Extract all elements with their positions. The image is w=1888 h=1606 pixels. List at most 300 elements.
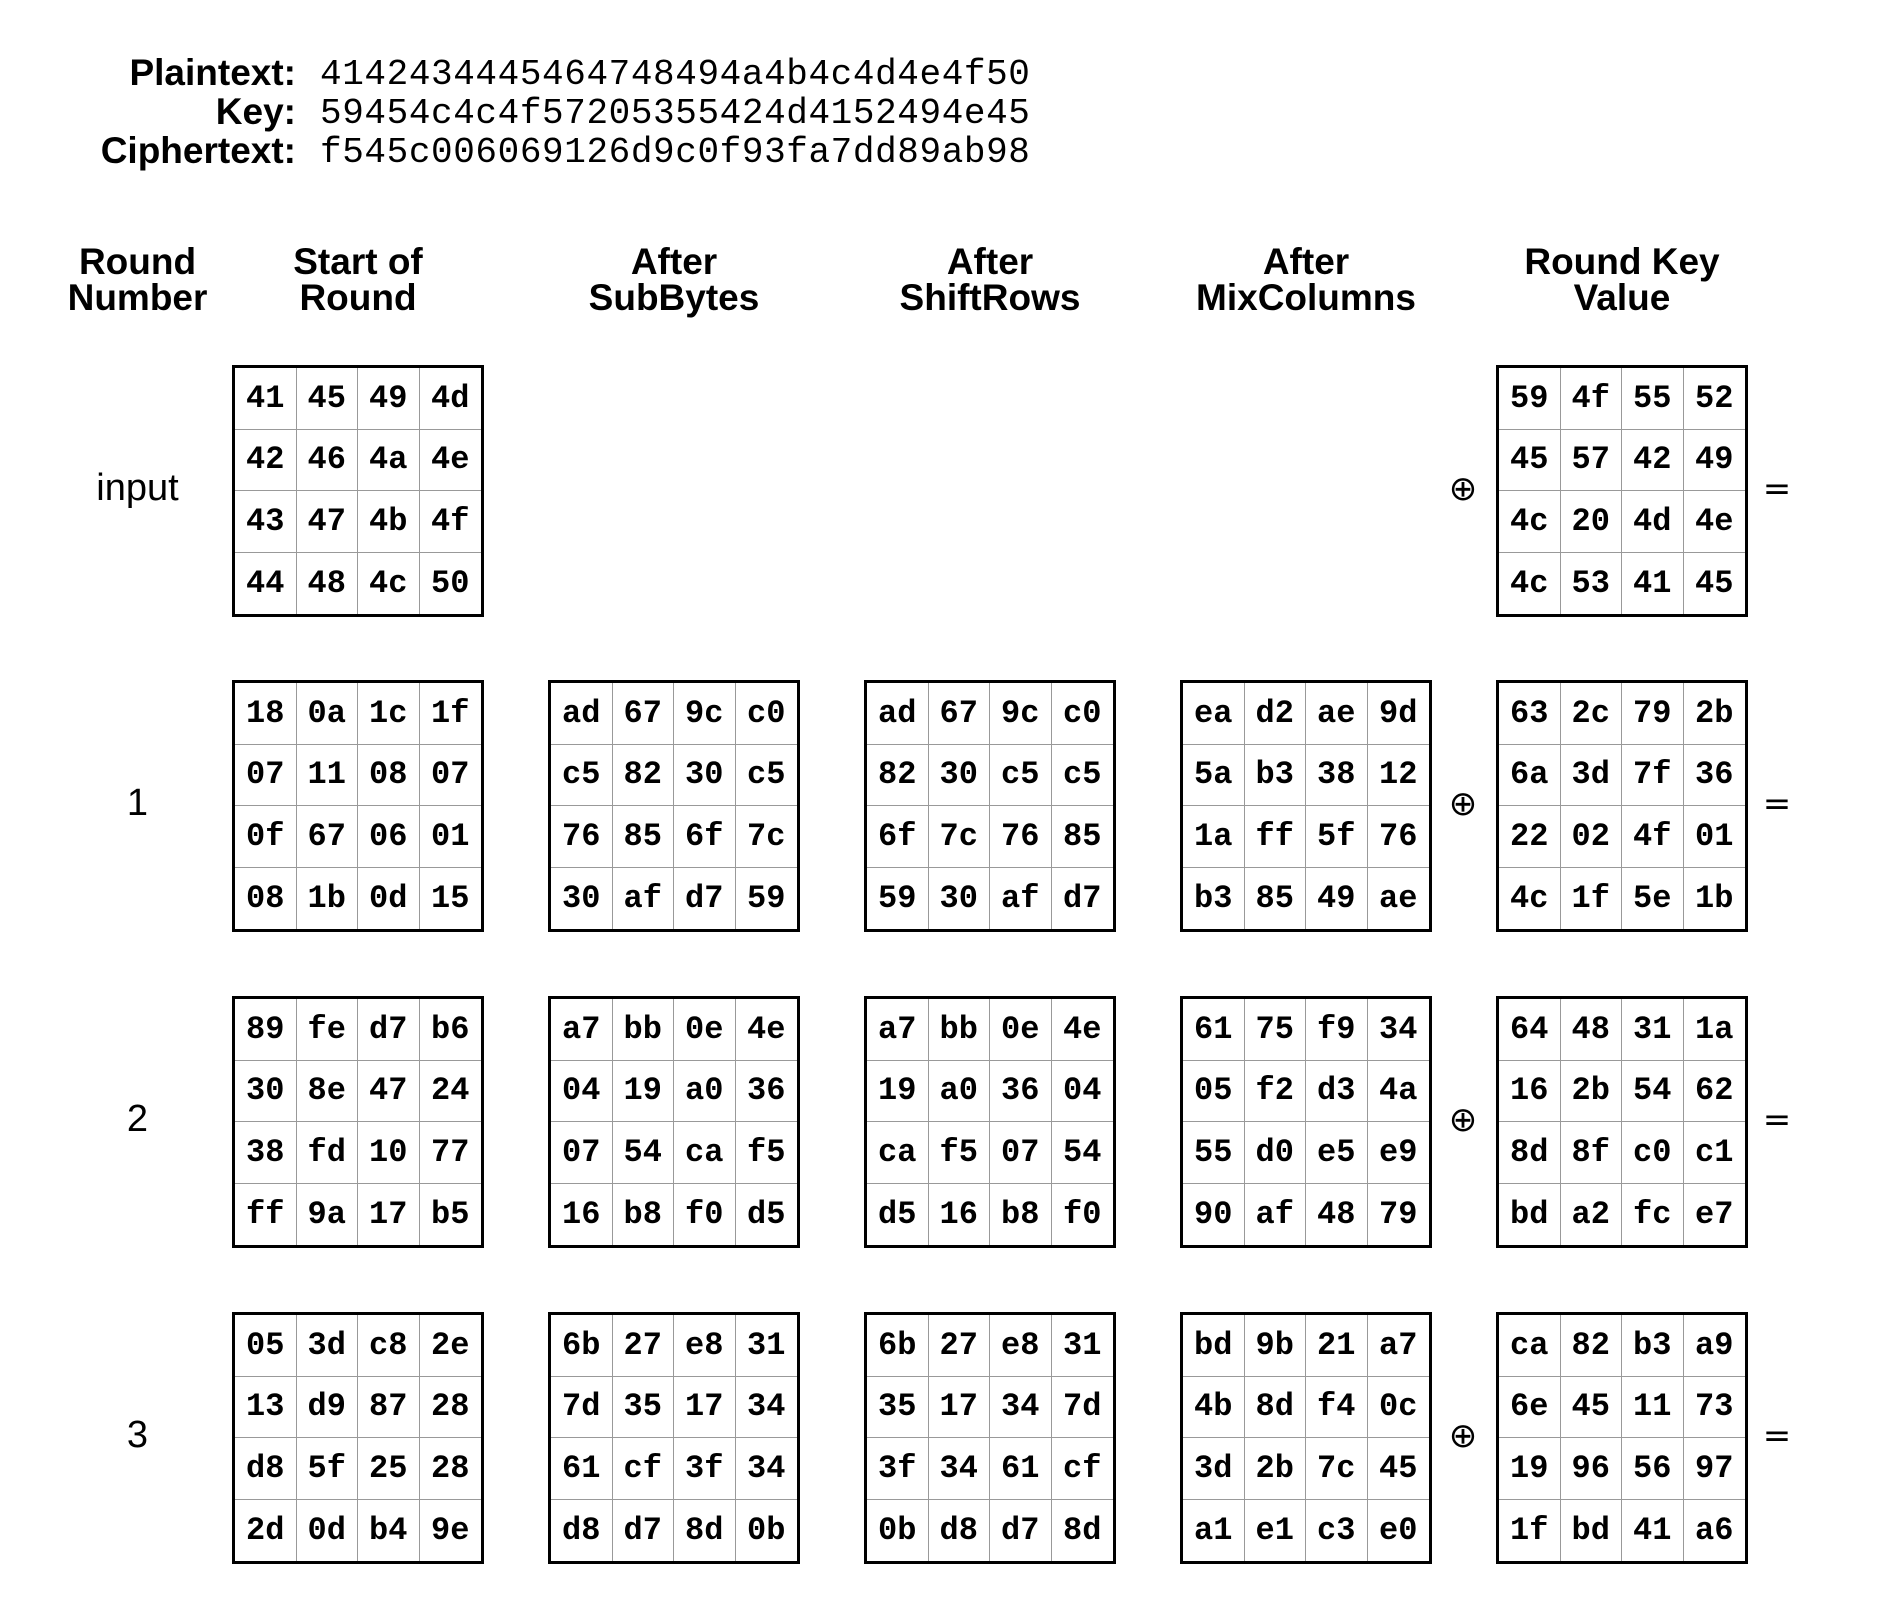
matrix-cell: e9: [1368, 1122, 1430, 1184]
matrix-cell: bb: [613, 999, 675, 1061]
matrix-cell: 4d: [420, 368, 482, 430]
matrix-cell: 0d: [297, 1500, 359, 1562]
state-matrix-shiftrows: [864, 1312, 1116, 1564]
key-value: 59454c4c4f57205355424d4152494e45: [320, 93, 1031, 134]
matrix-cell: 17: [358, 1184, 420, 1246]
matrix-cell: 56: [1622, 1438, 1684, 1500]
matrix-cell: e5: [1306, 1122, 1368, 1184]
matrix-cell: 36: [990, 1061, 1052, 1123]
state-matrix-shiftrows: [864, 680, 1116, 932]
matrix-cell: 1b: [1695, 879, 1734, 917]
matrix-cell: 24: [420, 1061, 482, 1123]
state-matrix-start: [232, 680, 484, 932]
matrix-cell: d8: [235, 1438, 297, 1500]
matrix-cell: 06: [358, 806, 420, 868]
matrix-cell: 62: [1684, 1061, 1746, 1123]
matrix-cell: 85: [1052, 806, 1114, 868]
matrix-cell: af: [1245, 1184, 1307, 1246]
round-label: 3: [126, 1414, 149, 1456]
xor-symbol: ⊕: [1448, 1100, 1478, 1140]
col-heading-line: Round Key: [1524, 241, 1720, 282]
matrix-cell: 61: [1183, 999, 1245, 1061]
matrix-cell: 59: [1499, 368, 1561, 430]
matrix-cell: 6f: [674, 806, 736, 868]
matrix-cell: 49: [358, 368, 420, 430]
state-matrix-mixcolumns: [1180, 996, 1432, 1248]
matrix-cell: 45: [1695, 564, 1734, 602]
matrix-cell: 82: [1561, 1315, 1623, 1377]
matrix-cell: 41: [1622, 1500, 1684, 1562]
matrix-cell: 97: [1684, 1438, 1746, 1500]
matrix-cell: ff: [1245, 806, 1307, 868]
matrix-cell: a1: [1183, 1500, 1245, 1562]
matrix-cell: 41: [235, 368, 297, 430]
matrix-cell: 48: [297, 553, 359, 615]
matrix-cell: 1f: [420, 683, 482, 745]
matrix-cell: 8f: [1561, 1122, 1623, 1184]
state-matrix-start: [232, 365, 484, 617]
matrix-cell: 54: [1052, 1122, 1114, 1184]
matrix-cell: e8: [990, 1315, 1052, 1377]
matrix-cell: 38: [1306, 745, 1368, 807]
matrix-cell: 45: [1561, 1377, 1623, 1439]
matrix-cell: cf: [1052, 1438, 1114, 1500]
matrix-cell: 02: [1561, 806, 1623, 868]
matrix-cell: cf: [613, 1438, 675, 1500]
matrix-cell: 30: [929, 868, 991, 930]
matrix-cell: fe: [297, 999, 359, 1061]
matrix-cell: 77: [420, 1122, 482, 1184]
round-label: 1: [126, 782, 149, 824]
matrix-cell: 28: [420, 1377, 482, 1439]
matrix-cell: 44: [235, 553, 297, 615]
matrix-cell: 10: [358, 1122, 420, 1184]
matrix-cell: 34: [1368, 999, 1430, 1061]
matrix-cell: 4c: [1499, 491, 1561, 553]
matrix-cell: 90: [1183, 1184, 1245, 1246]
matrix-cell: 16: [929, 1184, 991, 1246]
matrix-cell: d8: [929, 1500, 991, 1562]
matrix-cell: c8: [358, 1315, 420, 1377]
matrix-cell: 0b: [867, 1500, 929, 1562]
matrix-cell: 6f: [867, 806, 929, 868]
matrix-cell: 75: [1245, 999, 1307, 1061]
col-heading-line: Round: [78, 241, 197, 282]
plaintext-label: Plaintext:: [129, 52, 296, 93]
matrix-cell: 34: [929, 1438, 991, 1500]
col-heading-after-mixcolumns: [1180, 241, 1432, 318]
matrix-cell: ff: [235, 1184, 297, 1246]
matrix-cell: 25: [358, 1438, 420, 1500]
matrix-cell: 28: [420, 1438, 482, 1500]
col-heading-line: Start of: [293, 241, 423, 282]
matrix-cell: b6: [420, 999, 482, 1061]
matrix-cell: 55: [1622, 368, 1684, 430]
matrix-cell: b3: [1622, 1315, 1684, 1377]
matrix-cell: e1: [1245, 1500, 1307, 1562]
matrix-cell: c0: [736, 683, 798, 745]
matrix-cell: 3f: [674, 1438, 736, 1500]
matrix-cell: 61: [990, 1438, 1052, 1500]
matrix-cell: 42: [235, 430, 297, 492]
matrix-cell: ad: [551, 683, 613, 745]
matrix-cell: 17: [674, 1377, 736, 1439]
matrix-cell: 38: [235, 1122, 297, 1184]
matrix-cell: 1c: [358, 683, 420, 745]
xor-symbol: ⊕: [1448, 469, 1478, 509]
matrix-cell: 2c: [1561, 683, 1623, 745]
matrix-cell: c5: [551, 745, 613, 807]
matrix-cell: 30: [674, 745, 736, 807]
matrix-cell: 19: [613, 1061, 675, 1123]
matrix-cell: 8d: [1245, 1377, 1307, 1439]
matrix-cell: 0b: [747, 1511, 786, 1549]
matrix-cell: af: [990, 868, 1052, 930]
matrix-cell: 1f: [1561, 868, 1623, 930]
matrix-cell: a2: [1561, 1184, 1623, 1246]
matrix-cell: 13: [235, 1377, 297, 1439]
matrix-cell: b4: [358, 1500, 420, 1562]
matrix-cell: c3: [1306, 1500, 1368, 1562]
matrix-cell: b3: [1245, 745, 1307, 807]
matrix-cell: 1b: [297, 868, 359, 930]
matrix-cell: 08: [358, 745, 420, 807]
key-label: Key:: [215, 91, 296, 132]
col-heading-line: After: [630, 241, 718, 282]
matrix-cell: 79: [1622, 683, 1684, 745]
matrix-cell: 2d: [235, 1500, 297, 1562]
matrix-cell: 4c: [1499, 868, 1561, 930]
matrix-cell: 0a: [297, 683, 359, 745]
matrix-cell: 67: [613, 683, 675, 745]
matrix-cell: 48: [1561, 999, 1623, 1061]
matrix-cell: 8e: [297, 1061, 359, 1123]
matrix-cell: 41: [1622, 553, 1684, 615]
matrix-cell: a0: [929, 1061, 991, 1123]
matrix-cell: 45: [1499, 430, 1561, 492]
matrix-cell: 0c: [1368, 1377, 1430, 1439]
matrix-cell: 36: [1684, 745, 1746, 807]
matrix-cell: 08: [235, 868, 297, 930]
matrix-cell: c1: [1684, 1122, 1746, 1184]
state-matrix-start: [232, 1312, 484, 1564]
matrix-cell: ea: [1183, 683, 1245, 745]
matrix-cell: af: [613, 868, 675, 930]
xor-symbol: ⊕: [1448, 784, 1478, 824]
matrix-cell: 05: [235, 1315, 297, 1377]
matrix-cell: e0: [1379, 1511, 1418, 1549]
matrix-cell: 4f: [1561, 368, 1623, 430]
matrix-cell: 9c: [674, 683, 736, 745]
matrix-cell: 59: [867, 868, 929, 930]
state-matrix-subbytes: [548, 1312, 800, 1564]
matrix-cell: ca: [1499, 1315, 1561, 1377]
matrix-cell: 49: [1684, 430, 1746, 492]
matrix-cell: 4b: [358, 491, 420, 553]
matrix-cell: 50: [431, 564, 470, 602]
matrix-cell: 31: [1622, 999, 1684, 1061]
matrix-cell: 64: [1499, 999, 1561, 1061]
matrix-cell: 34: [736, 1438, 798, 1500]
matrix-cell: bd: [1499, 1184, 1561, 1246]
col-heading-start-of-round: [232, 241, 484, 318]
matrix-cell: c5: [990, 745, 1052, 807]
matrix-cell: 87: [358, 1377, 420, 1439]
matrix-cell: 79: [1379, 1195, 1418, 1233]
matrix-cell: 22: [1499, 806, 1561, 868]
matrix-cell: d9: [297, 1377, 359, 1439]
ciphertext-label: Ciphertext:: [100, 130, 296, 171]
col-heading-after-shiftrows: [864, 241, 1116, 318]
matrix-cell: 45: [1368, 1438, 1430, 1500]
matrix-cell: ca: [674, 1122, 736, 1184]
state-matrix-roundkey: [1496, 1312, 1748, 1564]
matrix-cell: 27: [613, 1315, 675, 1377]
matrix-cell: 85: [613, 806, 675, 868]
matrix-cell: c5: [736, 745, 798, 807]
matrix-cell: 4f: [420, 491, 482, 553]
matrix-cell: 8d: [674, 1500, 736, 1562]
matrix-cell: 0f: [235, 806, 297, 868]
matrix-cell: 9d: [1368, 683, 1430, 745]
matrix-cell: 89: [235, 999, 297, 1061]
matrix-cell: c0: [1052, 683, 1114, 745]
col-heading-line: ShiftRows: [899, 277, 1081, 318]
matrix-cell: f2: [1245, 1061, 1307, 1123]
matrix-cell: 5e: [1622, 868, 1684, 930]
equals-symbol: =: [1762, 1100, 1792, 1140]
matrix-cell: f4: [1306, 1377, 1368, 1439]
col-heading-after-subbytes: [548, 241, 800, 318]
matrix-cell: 07: [420, 745, 482, 807]
col-heading-round-key-value: [1496, 241, 1748, 318]
matrix-cell: 3d: [1561, 745, 1623, 807]
matrix-cell: b8: [990, 1184, 1052, 1246]
matrix-cell: 0e: [674, 999, 736, 1061]
matrix-cell: 52: [1684, 368, 1746, 430]
matrix-cell: d5: [867, 1184, 929, 1246]
matrix-cell: 7d: [551, 1377, 613, 1439]
matrix-cell: 9e: [431, 1511, 470, 1549]
matrix-cell: 6b: [551, 1315, 613, 1377]
matrix-cell: 4d: [1622, 491, 1684, 553]
matrix-cell: 36: [736, 1061, 798, 1123]
matrix-cell: 34: [990, 1377, 1052, 1439]
matrix-cell: 43: [235, 491, 297, 553]
matrix-cell: a0: [674, 1061, 736, 1123]
matrix-cell: 9b: [1245, 1315, 1307, 1377]
col-heading-line: After: [946, 241, 1034, 282]
matrix-cell: 7d: [1052, 1377, 1114, 1439]
matrix-cell: 82: [613, 745, 675, 807]
matrix-cell: b3: [1183, 868, 1245, 930]
matrix-cell: c5: [1052, 745, 1114, 807]
matrix-cell: 3f: [867, 1438, 929, 1500]
matrix-cell: 55: [1183, 1122, 1245, 1184]
matrix-cell: 20: [1561, 491, 1623, 553]
matrix-cell: f9: [1306, 999, 1368, 1061]
col-heading-line: Value: [1573, 277, 1671, 318]
matrix-cell: d7: [358, 999, 420, 1061]
matrix-cell: 54: [1622, 1061, 1684, 1123]
matrix-cell: 16: [551, 1184, 613, 1246]
matrix-cell: 07: [990, 1122, 1052, 1184]
matrix-cell: 54: [613, 1122, 675, 1184]
xor-symbol: ⊕: [1448, 1416, 1478, 1456]
matrix-cell: 9a: [297, 1184, 359, 1246]
matrix-cell: ad: [867, 683, 929, 745]
matrix-cell: 1a: [1684, 999, 1746, 1061]
matrix-cell: fc: [1622, 1184, 1684, 1246]
matrix-cell: 6e: [1499, 1377, 1561, 1439]
matrix-cell: f5: [929, 1122, 991, 1184]
matrix-cell: a9: [1684, 1315, 1746, 1377]
matrix-cell: a7: [867, 999, 929, 1061]
col-heading-line: Round: [299, 277, 417, 318]
matrix-cell: 19: [1499, 1438, 1561, 1500]
matrix-cell: a7: [1368, 1315, 1430, 1377]
matrix-cell: 47: [358, 1061, 420, 1123]
state-matrix-mixcolumns: [1180, 680, 1432, 932]
state-matrix-roundkey: [1496, 996, 1748, 1248]
col-heading-line: MixColumns: [1196, 277, 1416, 318]
matrix-cell: c0: [1622, 1122, 1684, 1184]
matrix-cell: 19: [867, 1061, 929, 1123]
matrix-cell: 7f: [1622, 745, 1684, 807]
col-heading-round-number: [50, 241, 225, 318]
matrix-cell: ae: [1379, 879, 1418, 917]
matrix-cell: 2b: [1684, 683, 1746, 745]
col-heading-line: SubBytes: [588, 277, 760, 318]
matrix-cell: 30: [235, 1061, 297, 1123]
matrix-cell: 76: [990, 806, 1052, 868]
matrix-cell: 12: [1368, 745, 1430, 807]
state-matrix-subbytes: [548, 996, 800, 1248]
matrix-cell: 7c: [736, 806, 798, 868]
matrix-cell: 4f: [1622, 806, 1684, 868]
matrix-cell: 01: [420, 806, 482, 868]
matrix-cell: 76: [551, 806, 613, 868]
matrix-cell: 3d: [1183, 1438, 1245, 1500]
ciphertext-value: f545c006069126d9c0f93fa7dd89ab98: [320, 132, 1031, 173]
matrix-cell: f0: [1063, 1195, 1102, 1233]
matrix-cell: 5a: [1183, 745, 1245, 807]
matrix-cell: 76: [1368, 806, 1430, 868]
matrix-cell: 35: [867, 1377, 929, 1439]
matrix-cell: 7c: [1306, 1438, 1368, 1500]
matrix-cell: 31: [736, 1315, 798, 1377]
matrix-cell: b5: [431, 1195, 470, 1233]
matrix-cell: a6: [1695, 1511, 1734, 1549]
equals-symbol: =: [1762, 469, 1792, 509]
round-label: 2: [126, 1098, 149, 1140]
matrix-cell: 73: [1684, 1377, 1746, 1439]
matrix-cell: b8: [613, 1184, 675, 1246]
matrix-cell: 96: [1561, 1438, 1623, 1500]
matrix-cell: 1f: [1499, 1500, 1561, 1562]
matrix-cell: 6a: [1499, 745, 1561, 807]
matrix-cell: d8: [551, 1500, 613, 1562]
matrix-cell: 2e: [420, 1315, 482, 1377]
state-matrix-mixcolumns: [1180, 1312, 1432, 1564]
matrix-cell: d3: [1306, 1061, 1368, 1123]
state-matrix-start: [232, 996, 484, 1248]
matrix-cell: 04: [551, 1061, 613, 1123]
matrix-cell: 67: [929, 683, 991, 745]
matrix-cell: 2b: [1245, 1438, 1307, 1500]
matrix-cell: e7: [1695, 1195, 1734, 1233]
matrix-cell: 05: [1183, 1061, 1245, 1123]
matrix-cell: 15: [431, 879, 470, 917]
matrix-cell: 1a: [1183, 806, 1245, 868]
matrix-cell: f5: [736, 1122, 798, 1184]
matrix-cell: 42: [1622, 430, 1684, 492]
matrix-cell: 59: [747, 879, 786, 917]
matrix-cell: 4c: [1499, 553, 1561, 615]
matrix-cell: d2: [1245, 683, 1307, 745]
matrix-cell: 4c: [358, 553, 420, 615]
matrix-cell: 53: [1561, 553, 1623, 615]
matrix-cell: 07: [551, 1122, 613, 1184]
matrix-cell: d7: [613, 1500, 675, 1562]
matrix-cell: 46: [297, 430, 359, 492]
matrix-cell: 30: [929, 745, 991, 807]
matrix-cell: 7c: [929, 806, 991, 868]
matrix-cell: 5f: [1306, 806, 1368, 868]
matrix-cell: 4a: [1368, 1061, 1430, 1123]
matrix-cell: d7: [1063, 879, 1102, 917]
matrix-cell: 5f: [297, 1438, 359, 1500]
matrix-cell: 4e: [420, 430, 482, 492]
matrix-cell: ca: [867, 1122, 929, 1184]
equals-symbol: =: [1762, 1416, 1792, 1456]
matrix-cell: 3d: [297, 1315, 359, 1377]
matrix-cell: 31: [1052, 1315, 1114, 1377]
state-matrix-shiftrows: [864, 996, 1116, 1248]
matrix-cell: d5: [747, 1195, 786, 1233]
state-matrix-roundkey: [1496, 365, 1748, 617]
round-label: input: [96, 467, 179, 509]
matrix-cell: a7: [551, 999, 613, 1061]
matrix-cell: 30: [551, 868, 613, 930]
matrix-cell: 82: [867, 745, 929, 807]
col-heading-line: Number: [67, 277, 208, 318]
matrix-cell: 18: [235, 683, 297, 745]
matrix-cell: 61: [551, 1438, 613, 1500]
matrix-cell: 27: [929, 1315, 991, 1377]
matrix-cell: fd: [297, 1122, 359, 1184]
matrix-cell: 9c: [990, 683, 1052, 745]
matrix-cell: bd: [1561, 1500, 1623, 1562]
matrix-cell: 8d: [1063, 1511, 1102, 1549]
matrix-cell: 4a: [358, 430, 420, 492]
matrix-cell: 01: [1684, 806, 1746, 868]
matrix-cell: 07: [235, 745, 297, 807]
equals-symbol: =: [1762, 784, 1792, 824]
state-matrix-subbytes: [548, 680, 800, 932]
matrix-cell: 48: [1306, 1184, 1368, 1246]
matrix-cell: bd: [1183, 1315, 1245, 1377]
matrix-cell: 4b: [1183, 1377, 1245, 1439]
matrix-cell: 49: [1306, 868, 1368, 930]
matrix-cell: 2b: [1561, 1061, 1623, 1123]
matrix-cell: bb: [929, 999, 991, 1061]
col-heading-line: After: [1262, 241, 1350, 282]
matrix-cell: d0: [1245, 1122, 1307, 1184]
matrix-cell: 8d: [1499, 1122, 1561, 1184]
matrix-cell: e8: [674, 1315, 736, 1377]
matrix-cell: 0d: [358, 868, 420, 930]
